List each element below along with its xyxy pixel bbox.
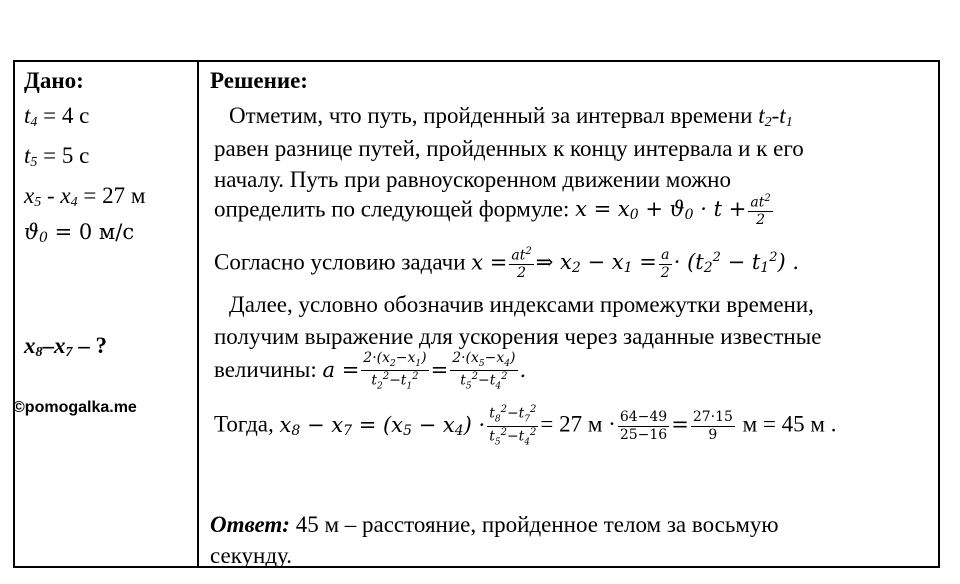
answer-line1: Ответ: 45 м – расстояние, пройденное телом за восьмую (210, 512, 779, 537)
given-dx: $x_5 - x_4 = 27$ м (24, 183, 146, 210)
column-divider (197, 60, 199, 568)
fraction-at2-over-2: $\frac{at^2}{2}$ (750, 193, 771, 229)
given-t4: $t_4 = 4$ с (24, 103, 90, 130)
solution-p3-line1: Далее, условно обозначив индексами промежутки времени, (229, 292, 814, 317)
solution-p3-line3: величины: a = $\frac{2\cdot(x_2-x_1)}{t_2^2-t_1^2}$ = $\frac{2\cdot(x_5-x_4)}{t_5^2-t_4^2}$ . (214, 350, 527, 392)
solution-p1-line1: Отметим, что путь, пройденный за интервал времени $t_2-t_1$ (229, 103, 793, 130)
formula-motion: $x = x_0 + ϑ_0 \cdot t$ + (575, 197, 747, 224)
given-t5: $t_5 = 5$ с (24, 143, 90, 170)
watermark: ©pomogalka.me (13, 399, 137, 416)
solution-p2: Согласно условию задачи x = $\frac{at^2}{2}$ ⇒ $x_2 - x_1$ = $\frac{a}{2}$ · $(t_2^2 - t_1^2)$ . (214, 246, 800, 282)
solution-p1-line4: определить по следующей формуле: $x = x_0 + ϑ_0 \cdot t$ + $\frac{at^2}{2}$ (214, 193, 771, 229)
given-question: $x_8-x_7$ – ? (24, 333, 107, 360)
solution-p1-line3: началу. Путь при равноускоренном движении можно (214, 167, 731, 192)
solution-p1-line2: равен разнице путей, пройденных к концу интервала и к его (214, 136, 804, 161)
solution-p3-line2: получим выражение для ускорения через заданные известные (214, 324, 822, 349)
given-v0: $ϑ_0 = 0$ м/с (24, 220, 135, 246)
answer-line2: секунду. (210, 543, 293, 568)
solution-p4: Тогда, $x_8 - x_7 = (x_5 - x_4)$ · $\frac{t_8^2-t_7^2}{t_5^2-t_4^2}$ = 27 м · $\frac{64-49}{25-16}$ = $\frac{27\cdot 15}{9}$ м = 45 м . (214, 404, 837, 448)
solution-heading: Решение: (210, 68, 308, 93)
given-heading: Дано: (24, 68, 84, 93)
